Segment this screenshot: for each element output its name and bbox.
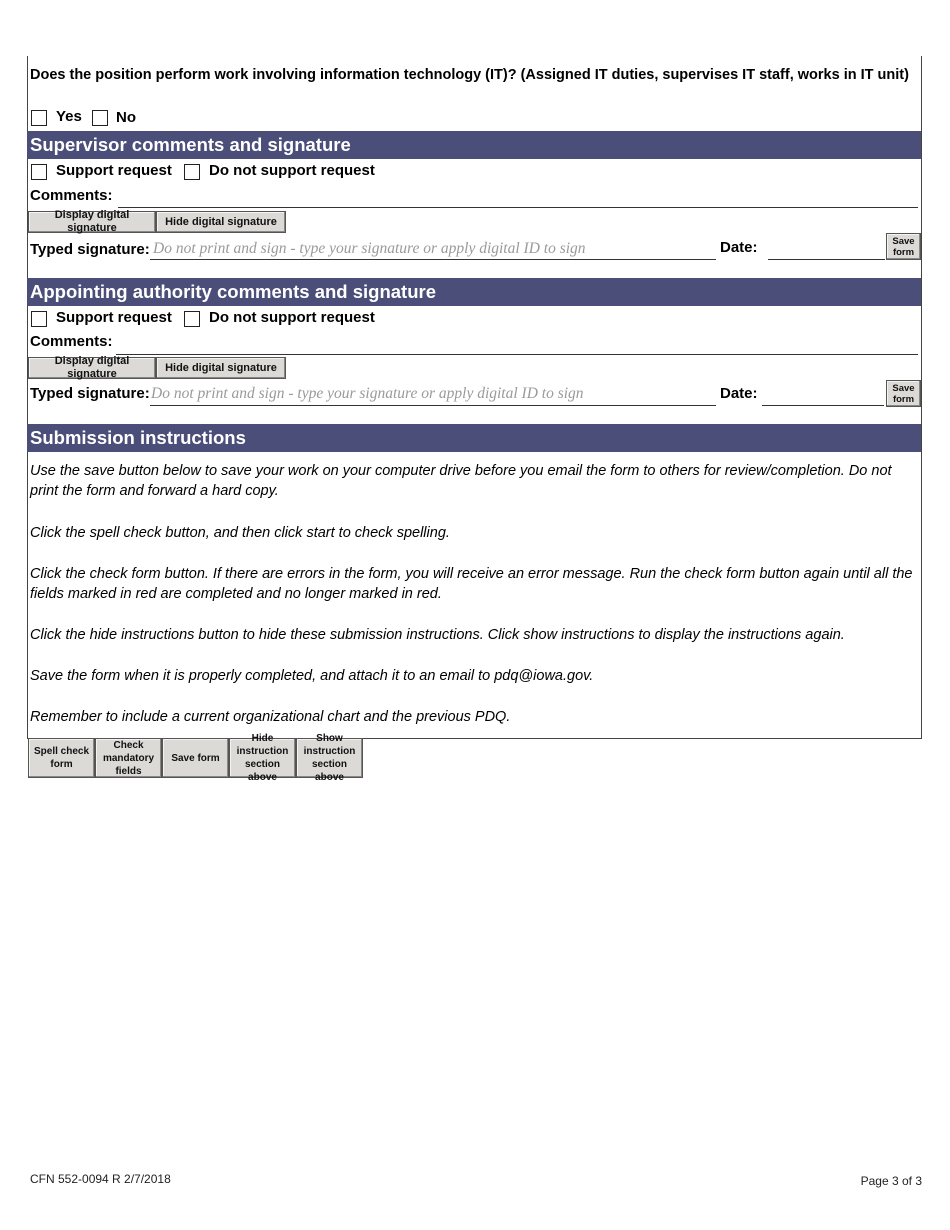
supervisor-section-header: Supervisor comments and signature [27,131,921,159]
it-no-checkbox[interactable] [92,110,108,126]
supervisor-not-support-label: Do not support request [209,162,375,179]
supervisor-display-signature-button[interactable]: Display digital signature [28,211,156,233]
form-number: CFN 552-0094 R 2/7/2018 [30,1172,171,1186]
appointing-typed-signature-input[interactable]: Do not print and sign - type your signature or apply digital ID to sign [151,385,584,402]
supervisor-not-support-checkbox[interactable] [184,164,200,180]
supervisor-typed-signature-label: Typed signature: [30,241,150,258]
appointing-date-label: Date: [720,385,758,402]
appointing-support-checkbox[interactable] [31,311,47,327]
hide-instructions-button[interactable]: Hide instruction section above [229,738,296,778]
appointing-comments-field[interactable] [116,354,918,355]
instruction-paragraph: Use the save button below to save your work on your computer drive before you email the form to others for review/completion. Do not print the form and forward a hard copy. [30,463,892,499]
appointing-save-button[interactable]: Save form [886,380,921,407]
instruction-paragraph: Click the hide instructions button to hide these submission instructions. Click show instructions to display the instructions again. [30,627,845,643]
supervisor-save-button[interactable]: Save form [886,233,921,260]
appointing-date-field[interactable] [762,405,884,406]
instruction-paragraph: Click the check form button. If there are errors in the form, you will receive an error message. Run the check form button again until all the fields marked in red are completed and no longer marked in red. [30,566,913,602]
instruction-paragraph: Click the spell check button, and then click start to check spelling. [30,525,450,541]
supervisor-typed-signature-input[interactable]: Do not print and sign - type your signature or apply digital ID to sign [153,240,586,257]
appointing-comments-label: Comments: [30,333,113,350]
supervisor-comments-label: Comments: [30,187,113,204]
it-yes-label: Yes [56,108,82,125]
appointing-section-header: Appointing authority comments and signature [27,278,921,306]
supervisor-comments-field[interactable] [118,207,918,208]
appointing-hide-signature-button[interactable]: Hide digital signature [156,357,286,379]
it-yes-checkbox[interactable] [31,110,47,126]
supervisor-date-label: Date: [720,239,758,256]
appointing-signature-underline [150,405,716,406]
save-form-button[interactable]: Save form [162,738,229,778]
instruction-paragraph: Remember to include a current organizational chart and the previous PDQ. [30,709,511,725]
supervisor-support-checkbox[interactable] [31,164,47,180]
check-mandatory-fields-button[interactable]: Check mandatory fields [95,738,162,778]
show-instructions-button[interactable]: Show instruction section above [296,738,363,778]
supervisor-hide-signature-button[interactable]: Hide digital signature [156,211,286,233]
instruction-paragraph: Save the form when it is properly completed, and attach it to an email to pdq@iowa.gov. [30,668,594,684]
appointing-display-signature-button[interactable]: Display digital signature [28,357,156,379]
appointing-not-support-checkbox[interactable] [184,311,200,327]
supervisor-date-field[interactable] [768,259,885,260]
supervisor-support-label: Support request [56,162,172,179]
appointing-support-label: Support request [56,309,172,326]
spell-check-button[interactable]: Spell check form [28,738,95,778]
it-no-label: No [116,109,136,126]
submission-section-header: Submission instructions [27,424,921,452]
appointing-not-support-label: Do not support request [209,309,375,326]
supervisor-signature-underline [150,259,716,260]
page-number: Page 3 of 3 [860,1174,922,1188]
appointing-typed-signature-label: Typed signature: [30,385,150,402]
it-question-text: Does the position perform work involving information technology (IT)? (Assigned IT duties, supervises IT staff, works in IT unit) [30,67,909,83]
